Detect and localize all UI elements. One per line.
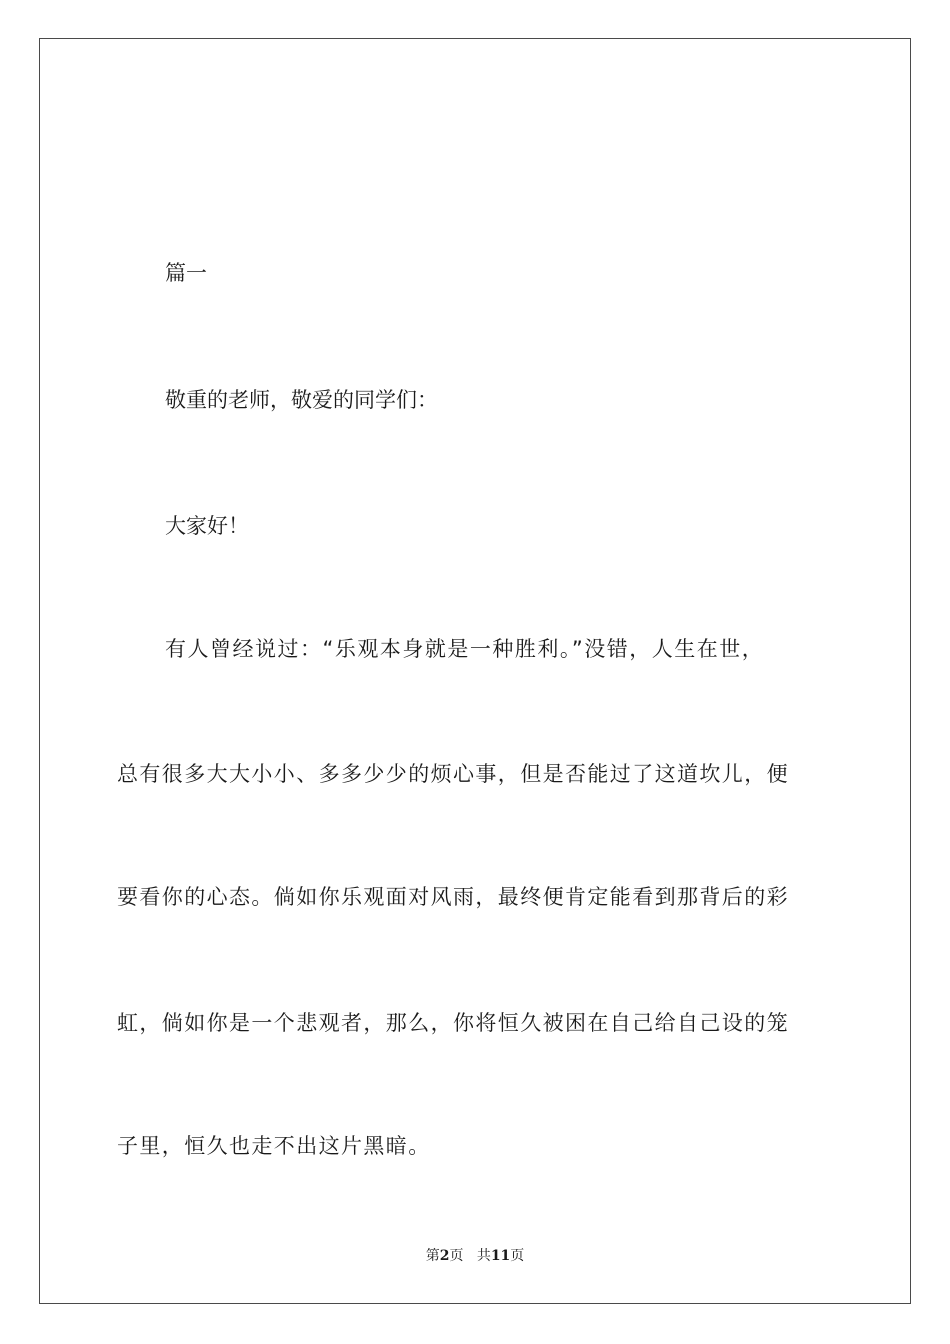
page-border	[39, 38, 911, 1304]
page-suffix: 页	[449, 1248, 464, 1264]
body-line-3: 要看你的心态。倘如你乐观面对风雨，最终便肯定能看到那背后的彩	[117, 885, 789, 909]
salutation: 敬重的老师，敬爱的同学们：	[165, 388, 438, 412]
body-line-1: 有人曾经说过：“乐观本身就是一种胜利。”没错，人生在世，	[165, 637, 765, 661]
page-number: 2	[439, 1248, 450, 1264]
page-footer	[0, 1245, 950, 1265]
total-pages: 11	[490, 1248, 511, 1264]
greeting: 大家好！	[165, 514, 249, 538]
page-prefix: 第	[425, 1248, 440, 1264]
total-suffix: 页	[510, 1248, 525, 1264]
total-prefix: 共	[476, 1248, 491, 1264]
section-heading: 篇一	[165, 261, 207, 285]
body-line-5: 子里，恒久也走不出这片黑暗。	[117, 1134, 431, 1158]
body-line-4: 虹，倘如你是一个悲观者，那么，你将恒久被困在自己给自己设的笼	[117, 1011, 789, 1035]
body-line-2: 总有很多大大小小、多多少少的烦心事，但是否能过了这道坎儿，便	[117, 762, 789, 786]
